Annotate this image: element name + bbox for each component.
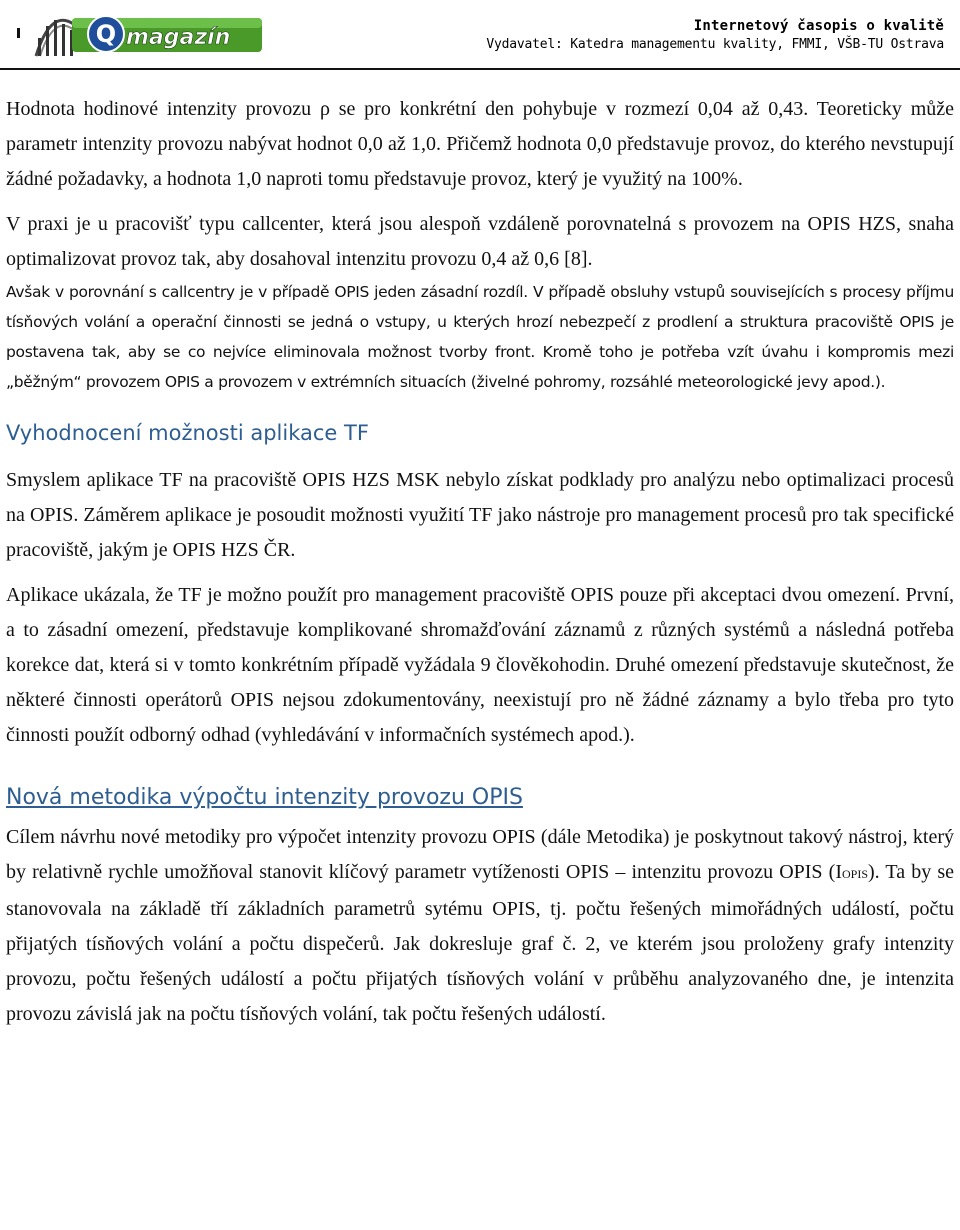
methodology-text-a: Cílem návrhu nové metodiky pro výpočet intenzity provozu OPIS (dále Metodika) je poskytnout takový nástroj, který by relativně rychle umožňoval stanovit klíčový parametr vytíženosti OPIS – intenzitu provozu OPIS (I (6, 826, 954, 883)
paragraph-traffic-intensity: Hodnota hodinové intenzity provozu ρ se pro konkrétní den pohybuje v rozmezí 0,04 až 0,43. Teoreticky může parametr intenzity provozu nabývat hodnot 0,0 až 1,0. Přičemž hodnota 0,0 představuje provoz, do kterého nevstupují žádné požadavky, a hodnota 1,0 naproti tomu představuje provoz, který je využitý na 100%. (6, 98, 954, 190)
svg-text:Q: Q (95, 20, 117, 48)
svg-text:magazín: magazín (126, 25, 231, 50)
header-divider (0, 68, 960, 70)
article-body (6, 92, 954, 1032)
methodology-text-b: ). Ta by se stanovovala na základě tří základních parametrů sytému OPIS, tj. počtu řešených mimořádných událostí, počtu přijatých tísňových volání a počtu dispečerů. Jak dokresluje graf č. 2, ve kterém jsou proloženy grafy intenzity provozu, počtu řešených událostí a počtu přijatých tísňových volání v průběhu analyzovaného dne, je intenzita provozu závislá jak na počtu tísňových volání, tak počtu řešených událostí. (6, 861, 955, 1025)
section-heading-evaluation: Vyhodnocení možnosti aplikace TF (6, 421, 369, 445)
qmagazin-logo (14, 4, 264, 60)
paragraph-callcenter: V praxi je u pracovišť typu callcenter, která jsou alespoň vzdáleně porovnatelná s provozem na OPIS HZS, snaha optimalizovat provoz tak, aby dosahoval intenzitu provozu 0,4 až 0,6 [8]. (6, 213, 954, 270)
journal-title: Internetový časopis o kvalitě (693, 18, 944, 34)
header-text (486, 18, 944, 52)
page-header (0, 0, 960, 72)
paragraph-purpose: Smyslem aplikace TF na pracoviště OPIS HZS MSK nebylo získat podklady pro analýzu nebo optimalizaci procesů na OPIS. Záměrem aplikace je posoudit možnosti využití TF jako nástroje pro management procesů pro tak specifické pracoviště, jakým je OPIS HZS ČR. (6, 469, 954, 561)
paragraph-limitations: Aplikace ukázala, že TF je možno použít pro management pracoviště OPIS pouze při akceptaci dvou omezení. První, a to zásadní omezení, představuje komplikované shromažďování záznamů z různých systémů a následná potřeba korekce dat, která si v tomto konkrétním případě vyžádala 9 člověkohodin. Druhé omezení představuje skutečnost, že některé činnosti operátorů OPIS nejsou zdokumentovány, neexistují pro ně žádné záznamy a bylo třeba pro tyto činnosti použít odborný odhad (vyhledávání v informačních systémech apod.). (6, 584, 954, 746)
paragraph-callcenter-difference: Avšak v porovnání s callcentry je v případě OPIS jeden zásadní rozdíl. V případě obsluhy vstupů souvisejících s procesy příjmu tísňových volání a operační činnosti se jedná o vstupy, u kterých hrozí nebezpečí z prodlení a struktura pracoviště OPIS je postavena tak, aby se co nejvíce eliminovala možnost tvorby front. Kromě toho je potřeba vzít úvahu i kompromis mezi „běžným“ provozem OPIS a provozem v extrémních situacích (živelné pohromy, rozsáhlé meteorologické jevy apod.). (6, 283, 954, 391)
opis-subscript: OPIS (841, 867, 868, 881)
section-heading-new-methodology: Nová metodika výpočtu intenzity provozu OPIS (6, 785, 523, 810)
paragraph-methodology (6, 820, 954, 1032)
publisher-line: Vydavatel: Katedra managementu kvality, FMMI, VŠB-TU Ostrava (486, 37, 944, 52)
